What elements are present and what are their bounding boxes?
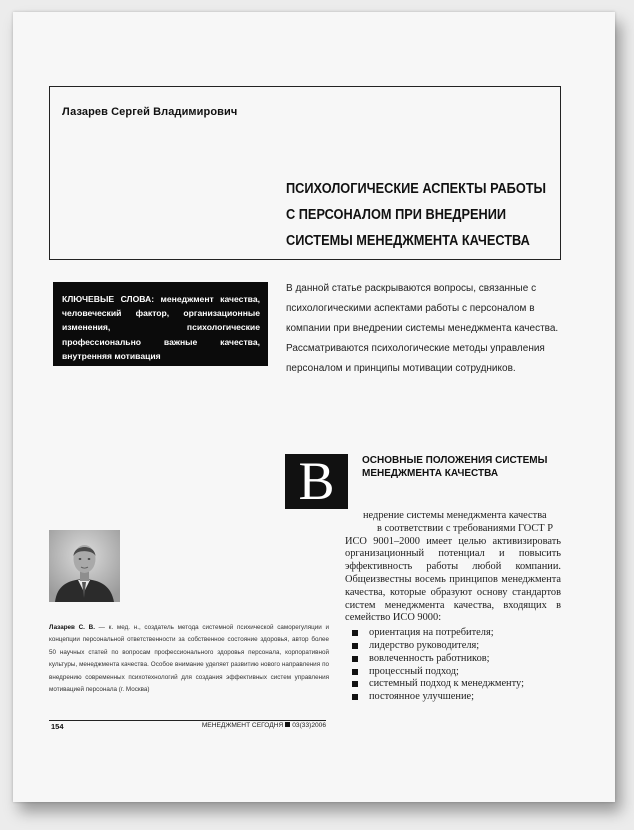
article-title bbox=[286, 176, 547, 254]
section-body bbox=[345, 510, 561, 704]
abstract: В данной статье раскрываются вопросы, связанные с психологическими аспектами работы с персоналом в компании при внедрении системы менеджмента качества. Рассматриваются психологические методы управления персоналом и принципы мотивации сотрудников. bbox=[286, 283, 559, 374]
page-number: 154 bbox=[51, 722, 64, 731]
bio-name: Лазарев С. В. bbox=[49, 624, 95, 631]
author-bio bbox=[49, 622, 329, 696]
paragraph-line: в соответствии с требованиями ГОСТ Р bbox=[377, 522, 554, 534]
list-item: вовлеченность работников; bbox=[345, 653, 561, 666]
paragraph-line: недрение системы менеджмента качества bbox=[363, 510, 547, 521]
bullet-square-icon bbox=[352, 656, 358, 662]
list-item: системный подход к менеджменту; bbox=[345, 678, 561, 691]
keywords-box: КЛЮЧЕВЫЕ СЛОВА: менеджмент качества, человеческий фактор, организационные изменения, психологические профессионально важные качества, внутренняя мотивация bbox=[53, 282, 268, 366]
bullet-square-icon bbox=[352, 681, 358, 687]
bio-text: — к. мед. н., создатель метода системной психической саморегуляции и концепции персональной ответственности за собственное состояние здоровья, автор более 50 научных статей по вопросам профессионального здоровья персонала, корпоративной культуры, менеджмента качества. Особое внимание уделяет развитию нового направления по внедрению современных психотехнологий для создания эффективных систем управления мотивацией персонала (г. Москва) bbox=[49, 624, 329, 694]
journal-footer: МЕНЕДЖМЕНТ СЕГОДНЯ 03(33)2006 bbox=[201, 722, 326, 729]
bullet-square-icon bbox=[352, 669, 358, 675]
list-item: процессный подход; bbox=[345, 666, 561, 679]
list-item: лидерство руководителя; bbox=[345, 640, 561, 653]
paragraph: ИСО 9001–2000 имеет целью активизировать организационный потенциал и повысить эффективность работы любой компании. Общеизвестны восемь принципов менеджмента качества, которые образуют основу стандартов систем менеджмента качества, входящих в семейство ИСО 9000: bbox=[345, 535, 561, 624]
title-line: С ПЕРСОНАЛОМ ПРИ ВНЕДРЕНИИ bbox=[286, 207, 507, 223]
bullet-square-icon bbox=[352, 630, 358, 636]
author-photo bbox=[49, 530, 120, 602]
section-heading: ОСНОВНЫЕ ПОЛОЖЕНИЯ СИСТЕМЫ МЕНЕДЖМЕНТА КАЧЕСТВА bbox=[362, 455, 548, 479]
footer-divider bbox=[49, 720, 326, 721]
bullet-square-icon bbox=[352, 694, 358, 700]
list-item: постоянное улучшение; bbox=[345, 691, 561, 704]
title-line: СИСТЕМЫ МЕНЕДЖМЕНТА КАЧЕСТВА bbox=[286, 233, 530, 249]
list-item: ориентация на потребителя; bbox=[345, 627, 561, 640]
drop-cap: В bbox=[285, 454, 348, 509]
bullet-square-icon bbox=[352, 643, 358, 649]
title-line: ПСИХОЛОГИЧЕСКИЕ АСПЕКТЫ РАБОТЫ bbox=[286, 181, 547, 197]
author-name: Лазарев Сергей Владимирович bbox=[62, 106, 238, 118]
principles-list bbox=[345, 627, 561, 704]
square-separator-icon bbox=[285, 722, 290, 727]
